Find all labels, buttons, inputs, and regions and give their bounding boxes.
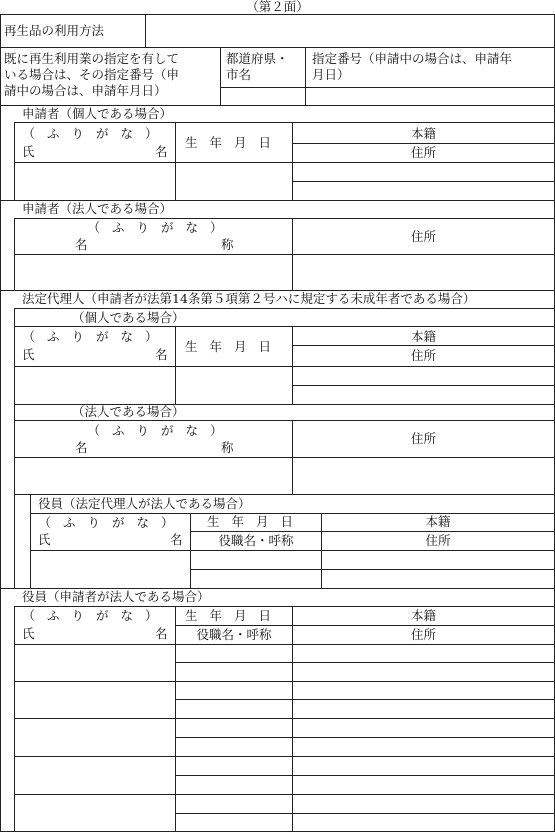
legal-rep-heading: 法定代理人（申請者が法第14条第５項第２号ハに規定する未成年者である場合） [22,291,476,306]
applicant-address-field[interactable] [293,182,554,199]
corporate-name-label-left: 名 [75,440,88,455]
officer-row[interactable] [15,719,175,756]
legal-rep-officer-name-field[interactable] [31,551,190,587]
honseki-label: 本籍 [410,126,436,141]
legal-rep-honseki-field[interactable] [293,367,554,384]
legal-rep-officer-address-field[interactable] [322,570,554,587]
furigana-label: （ふりがな） [87,423,235,438]
legal-rep-officer-title-field[interactable] [191,570,321,587]
legal-rep-officer-dob-field[interactable] [191,551,321,568]
corporate-address-field[interactable] [293,255,554,289]
officer-row[interactable] [15,757,175,794]
legal-rep-address-field[interactable] [293,386,554,403]
officers-heading: 役員（申請者が法人である場合） [22,589,210,604]
legal-rep-corporate-name-field[interactable] [15,458,292,493]
address-label: 住所 [410,431,436,446]
applicant-corporate-heading: 申請者（法人である場合） [22,201,173,216]
legal-rep-corporate-heading: （法人である場合） [72,404,185,419]
address-label: 住所 [410,145,436,160]
honseki-label: 本籍 [410,608,436,623]
furigana-label: （ふりがな） [22,329,170,344]
name-label-shi: 氏 [38,532,51,547]
designation-number-label-line2: 月日） [312,67,350,82]
prefecture-label-line1: 都道府県・ [226,51,289,66]
name-label-shi: 氏 [22,626,35,641]
address-label: 住所 [410,348,436,363]
name-label-mei: 名 [170,532,183,547]
position-title-label: 役職名・呼称 [196,627,272,642]
legal-rep-officer-honseki-field[interactable] [322,551,554,568]
furigana-label: （ふりがな） [38,515,186,530]
address-label: 住所 [410,229,436,244]
designation-number-label-line1: 指定番号（申請中の場合は、申請年 [312,51,513,66]
corporate-name-label-right: 称 [221,440,234,455]
dob-label: 生年月日 [184,135,283,150]
position-title-label: 役職名・呼称 [218,533,294,548]
name-label-mei: 名 [155,347,168,362]
page-label: （第２面） [246,0,309,14]
officer-row[interactable] [15,795,175,831]
honseki-label: 本籍 [425,514,451,529]
dob-label: 生年月日 [184,339,283,354]
prefecture-field[interactable] [221,88,304,104]
legal-rep-officers-heading: 役員（法定代理人が法人である場合） [38,496,251,511]
officer-row[interactable] [15,682,175,718]
furigana-label: （ふりがな） [87,220,235,235]
name-label-shi: 氏 [22,347,35,362]
address-label: 住所 [425,533,451,548]
furigana-label: （ふりがな） [22,608,170,623]
legal-rep-corporate-address-field[interactable] [293,458,554,493]
furigana-label: （ふりがな） [22,126,170,141]
corporate-name-field[interactable] [15,255,292,289]
designation-number-field[interactable] [306,88,553,104]
dob-label: 生年月日 [184,608,283,623]
applicant-name-field[interactable] [15,163,175,199]
existing-designation-note-line3: 請中の場合は、申請年月日） [4,83,167,98]
applicant-individual-heading: 申請者（個人である場合） [22,106,173,121]
recycled-use-method-label: 再生品の利用方法 [4,23,105,38]
corporate-name-label-left: 名 [75,237,88,252]
name-label-shi: 氏 [22,144,35,159]
prefecture-label-line2: 市名 [226,67,252,82]
legal-rep-dob-field[interactable] [176,367,292,403]
corporate-name-label-right: 称 [221,237,234,252]
honseki-label: 本籍 [410,329,436,344]
officer-row[interactable] [15,645,175,681]
address-label: 住所 [410,627,436,642]
applicant-dob-field[interactable] [176,163,292,199]
name-label-mei: 名 [155,626,168,641]
existing-designation-note-line2: いる場合は、その指定番号（申 [4,67,180,82]
existing-designation-note-line1: 既に再生利用業の指定を有して [4,51,180,66]
legal-rep-individual-heading: （個人である場合） [72,310,185,325]
applicant-honseki-field[interactable] [293,163,554,180]
legal-rep-name-field[interactable] [15,367,175,403]
name-label-mei: 名 [155,144,168,159]
dob-label: 生年月日 [206,514,305,529]
